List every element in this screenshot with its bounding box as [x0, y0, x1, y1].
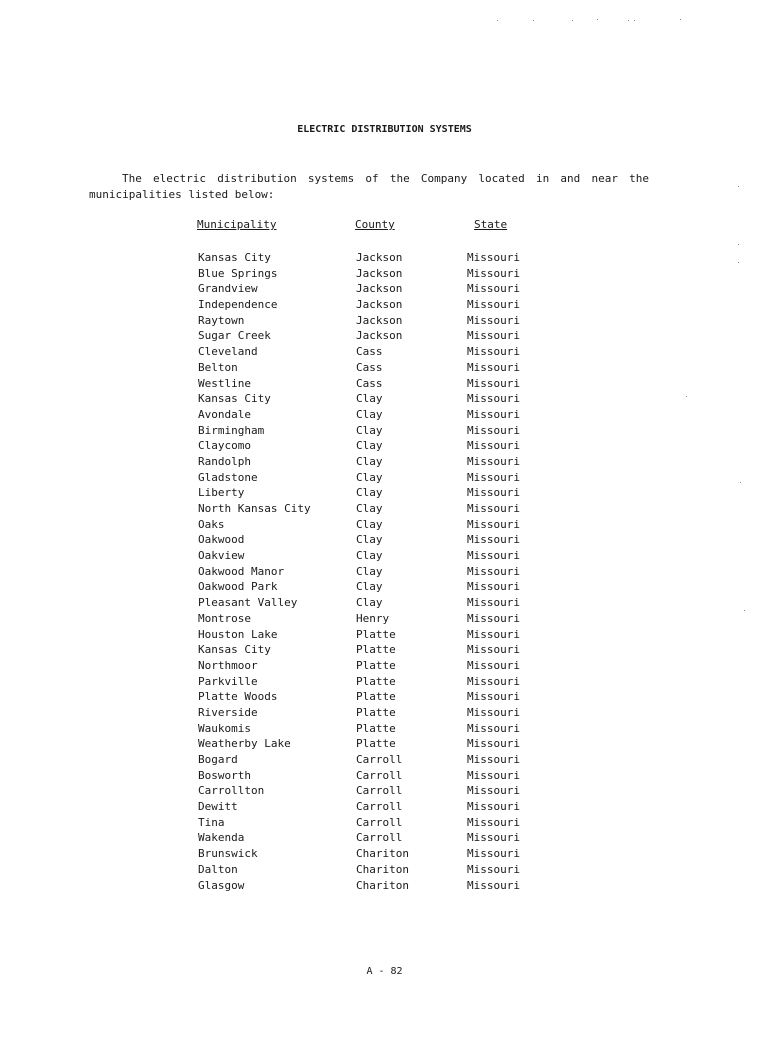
county-cell: Cass — [356, 345, 383, 359]
municipality-cell: Houston Lake — [198, 627, 278, 641]
table-row — [0, 846, 769, 862]
table-row — [0, 815, 769, 831]
state-cell: Missouri — [467, 596, 520, 610]
municipality-cell: Oakwood Manor — [198, 564, 285, 578]
state-cell: Missouri — [467, 690, 520, 704]
state-cell: Missouri — [467, 580, 520, 594]
state-cell: Missouri — [467, 407, 520, 421]
scan-speck — [680, 19, 681, 20]
table-row — [0, 328, 769, 344]
page-number: A - 82 — [366, 966, 403, 977]
state-cell: Missouri — [467, 627, 520, 641]
state-cell: Missouri — [467, 251, 520, 264]
county-cell: Chariton — [356, 847, 409, 861]
municipality-cell: Independence — [198, 298, 278, 312]
county-cell: Jackson — [356, 282, 403, 296]
county-cell: Clay — [356, 502, 383, 515]
county-cell: Carroll — [356, 831, 403, 845]
municipality-cell: Blue Springs — [198, 266, 278, 280]
table-row — [0, 705, 769, 721]
municipality-cell: Glasgow — [198, 878, 245, 892]
county-cell: Clay — [356, 470, 383, 484]
county-cell: Clay — [356, 564, 383, 578]
county-cell: Chariton — [356, 862, 409, 876]
state-cell: Missouri — [467, 643, 520, 657]
state-cell: Missouri — [467, 454, 520, 468]
county-cell: Clay — [356, 423, 383, 437]
state-cell: Missouri — [467, 470, 520, 484]
county-cell: Carroll — [356, 815, 403, 829]
table-row — [0, 783, 769, 799]
county-cell: Chariton — [356, 878, 409, 892]
table-row — [0, 407, 769, 423]
state-cell: Missouri — [467, 282, 520, 296]
state-cell: Missouri — [467, 313, 520, 327]
state-cell: Missouri — [467, 517, 520, 531]
county-cell: Clay — [356, 549, 383, 563]
county-cell: Clay — [356, 517, 383, 531]
county-cell: Clay — [356, 454, 383, 468]
municipality-cell: Oaks — [198, 517, 225, 531]
scan-speck — [628, 20, 629, 21]
county-cell: Clay — [356, 580, 383, 594]
state-cell: Missouri — [467, 360, 520, 374]
table-row — [0, 721, 769, 737]
state-cell: Missouri — [467, 486, 520, 500]
municipality-cell: Grandview — [198, 282, 258, 296]
state-cell: Missouri — [467, 392, 520, 406]
state-cell: Missouri — [467, 847, 520, 861]
county-cell: Platte — [356, 737, 396, 751]
municipality-cell: Wakenda — [198, 831, 245, 845]
municipality-cell: Oakwood Park — [198, 580, 278, 594]
table-row — [0, 579, 769, 595]
table-row — [0, 752, 769, 768]
state-cell: Missouri — [467, 831, 520, 845]
table-row — [0, 595, 769, 611]
table-row — [0, 878, 769, 894]
county-cell: Carroll — [356, 768, 403, 782]
county-cell: Carroll — [356, 800, 403, 814]
county-cell: Clay — [356, 392, 383, 406]
municipality-cell: Belton — [198, 360, 238, 374]
table-row — [0, 391, 769, 407]
table-row — [0, 423, 769, 439]
county-cell: Platte — [356, 627, 396, 641]
county-cell: Clay — [356, 596, 383, 610]
municipality-cell: Northmoor — [198, 658, 258, 672]
municipality-cell: North Kansas City — [198, 502, 311, 515]
scan-speck — [497, 20, 498, 21]
municipality-cell: Platte Woods — [198, 690, 278, 704]
scan-speck — [738, 244, 739, 245]
municipality-cell: Brunswick — [198, 847, 258, 861]
state-cell: Missouri — [467, 705, 520, 719]
municipality-cell: Claycomo — [198, 439, 251, 453]
municipality-cell: Oakwood — [198, 533, 245, 547]
page-title: ELECTRIC DISTRIBUTION SYSTEMS — [297, 124, 472, 135]
municipality-cell: Tina — [198, 815, 225, 829]
county-cell: Cass — [356, 376, 383, 390]
table-row — [0, 564, 769, 580]
table-row — [0, 768, 769, 784]
table-row — [0, 281, 769, 297]
municipality-cell: Pleasant Valley — [198, 596, 298, 610]
state-cell: Missouri — [467, 564, 520, 578]
state-cell: Missouri — [467, 345, 520, 359]
table-row — [0, 658, 769, 674]
state-cell: Missouri — [467, 533, 520, 547]
state-cell: Missouri — [467, 753, 520, 766]
state-cell: Missouri — [467, 721, 520, 735]
state-cell: Missouri — [467, 329, 520, 343]
table-row — [0, 360, 769, 376]
table-row — [0, 297, 769, 313]
state-cell: Missouri — [467, 862, 520, 876]
municipality-cell: Westline — [198, 376, 251, 390]
state-cell: Missouri — [467, 549, 520, 563]
table-row — [0, 548, 769, 564]
table-row — [0, 485, 769, 501]
municipality-cell: Gladstone — [198, 470, 258, 484]
county-cell: Platte — [356, 690, 396, 704]
table-row — [0, 799, 769, 815]
county-cell: Platte — [356, 658, 396, 672]
column-header-municipality: Municipality — [197, 218, 277, 231]
intro-paragraph — [89, 171, 649, 203]
county-cell: Platte — [356, 705, 396, 719]
state-cell: Missouri — [467, 611, 520, 625]
state-cell: Missouri — [467, 439, 520, 453]
municipality-cell: Parkville — [198, 674, 258, 688]
table-row — [0, 376, 769, 392]
state-cell: Missouri — [467, 502, 520, 515]
county-cell: Henry — [356, 611, 390, 625]
municipality-cell: Liberty — [198, 486, 245, 500]
municipality-cell: Weatherby Lake — [198, 737, 291, 751]
state-cell: Missouri — [467, 800, 520, 814]
county-cell: Cass — [356, 360, 383, 374]
state-cell: Missouri — [467, 298, 520, 312]
table-row — [0, 344, 769, 360]
intro-line-2: municipalities listed below: — [89, 188, 275, 201]
table-row — [0, 627, 769, 643]
table-row — [0, 532, 769, 548]
county-cell: Jackson — [356, 298, 403, 312]
table-row — [0, 689, 769, 705]
table-row — [0, 501, 769, 517]
state-cell: Missouri — [467, 768, 520, 782]
county-cell: Carroll — [356, 753, 403, 766]
table-row — [0, 642, 769, 658]
state-cell: Missouri — [467, 376, 520, 390]
table-row — [0, 674, 769, 690]
state-cell: Missouri — [467, 674, 520, 688]
county-cell: Carroll — [356, 784, 403, 798]
municipality-cell: Cleveland — [198, 345, 258, 359]
column-header-state: State — [474, 218, 508, 231]
table-row — [0, 438, 769, 454]
state-cell: Missouri — [467, 423, 520, 437]
state-cell: Missouri — [467, 266, 520, 280]
municipality-cell: Bogard — [198, 753, 238, 766]
table-row — [0, 862, 769, 878]
municipality-cell: Kansas City — [198, 251, 271, 264]
municipality-cell: Carrollton — [198, 784, 265, 798]
scan-speck — [597, 19, 598, 20]
municipality-cell: Avondale — [198, 407, 251, 421]
table-row — [0, 517, 769, 533]
table-row — [0, 313, 769, 329]
state-cell: Missouri — [467, 784, 520, 798]
county-cell: Clay — [356, 439, 383, 453]
county-cell: Jackson — [356, 251, 403, 264]
scan-speck — [634, 20, 635, 21]
municipality-cell: Randolph — [198, 454, 251, 468]
municipality-cell: Sugar Creek — [198, 329, 271, 343]
table-row — [0, 454, 769, 470]
state-cell: Missouri — [467, 815, 520, 829]
municipality-cell: Bosworth — [198, 768, 251, 782]
county-cell: Platte — [356, 721, 396, 735]
municipality-cell: Riverside — [198, 705, 258, 719]
table-row — [0, 611, 769, 627]
county-cell: Jackson — [356, 313, 403, 327]
municipality-cell: Birmingham — [198, 423, 265, 437]
municipality-cell: Montrose — [198, 611, 251, 625]
scan-speck — [533, 20, 534, 21]
county-cell: Jackson — [356, 266, 403, 280]
municipality-table — [0, 250, 769, 893]
table-row — [0, 470, 769, 486]
county-cell: Clay — [356, 533, 383, 547]
county-cell: Clay — [356, 486, 383, 500]
county-cell: Platte — [356, 674, 396, 688]
county-cell: Clay — [356, 407, 383, 421]
table-row — [0, 266, 769, 282]
municipality-cell: Kansas City — [198, 643, 271, 657]
municipality-cell: Dalton — [198, 862, 238, 876]
municipality-cell: Oakview — [198, 549, 245, 563]
county-cell: Jackson — [356, 329, 403, 343]
county-cell: Platte — [356, 643, 396, 657]
table-row — [0, 250, 769, 266]
scan-speck — [738, 186, 739, 187]
municipality-cell: Dewitt — [198, 800, 238, 814]
scan-speck — [572, 20, 573, 21]
municipality-cell: Waukomis — [198, 721, 251, 735]
table-row — [0, 830, 769, 846]
column-header-county: County — [355, 218, 395, 231]
state-cell: Missouri — [467, 737, 520, 751]
state-cell: Missouri — [467, 658, 520, 672]
state-cell: Missouri — [467, 878, 520, 892]
table-row — [0, 736, 769, 752]
municipality-cell: Raytown — [198, 313, 245, 327]
intro-line-1: The electric distribution systems of the Company located in and near the — [122, 172, 649, 185]
municipality-cell: Kansas City — [198, 392, 271, 406]
